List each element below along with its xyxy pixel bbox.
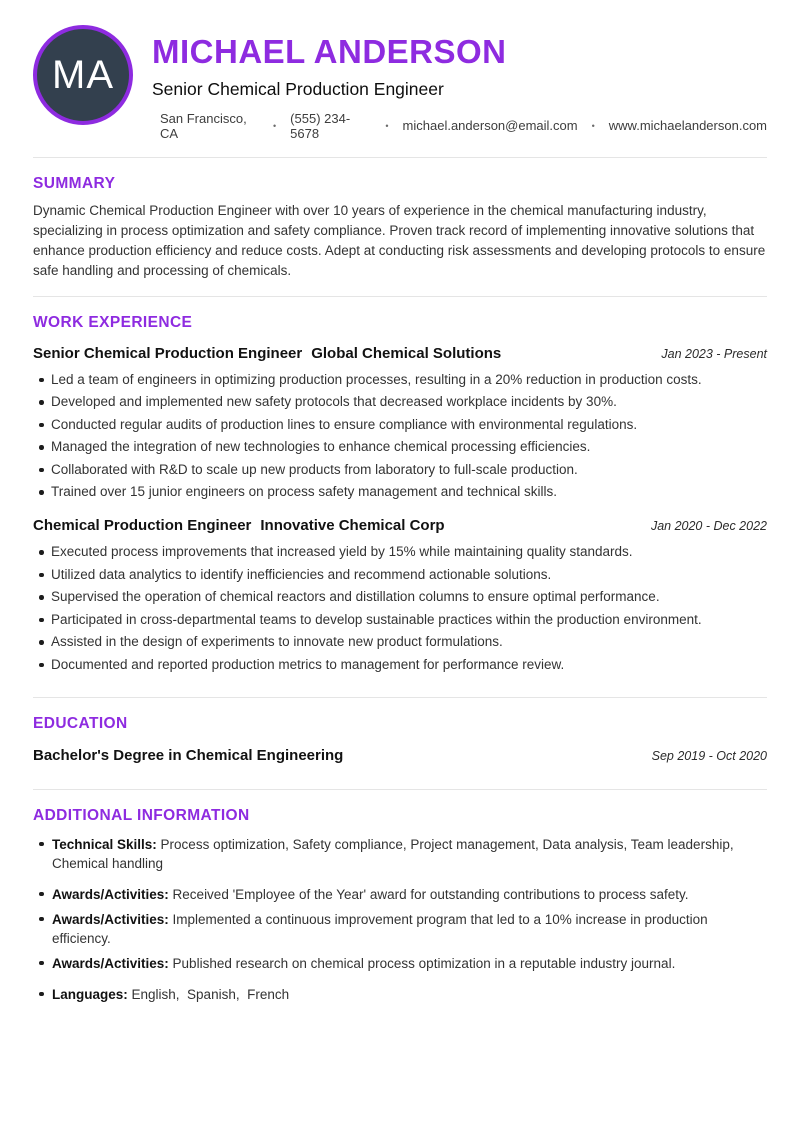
section-divider xyxy=(33,789,767,790)
job-bullet: Trained over 15 junior engineers on process safety management and technical skills. xyxy=(33,482,767,502)
job-bullet: Conducted regular audits of production lines to ensure compliance with environmental regulations. xyxy=(33,415,767,435)
job-title-company xyxy=(33,516,445,535)
avatar xyxy=(33,25,133,125)
job-bullet-list xyxy=(33,370,767,503)
job-bullet: Documented and reported production metrics to management for performance review. xyxy=(33,655,767,675)
job-position: Senior Chemical Production Engineer xyxy=(33,344,303,362)
job-header xyxy=(33,516,767,535)
bullet-separator-icon: • xyxy=(385,120,389,131)
job-bullet: Participated in cross-departmental teams to develop sustainable practices within the production environment. xyxy=(33,610,767,630)
job-bullet: Utilized data analytics to identify inefficiencies and recommend actionable solutions. xyxy=(33,565,767,585)
education-heading: EDUCATION xyxy=(33,714,128,732)
job-company: Innovative Chemical Corp xyxy=(260,517,445,535)
header-divider xyxy=(33,157,767,158)
bullet-separator-icon: • xyxy=(273,120,277,131)
education-dates: Sep 2019 - Oct 2020 xyxy=(651,748,767,763)
additional-item xyxy=(33,885,767,904)
additional-item-label: Awards/Activities: xyxy=(52,911,169,927)
section-work-experience xyxy=(33,314,767,675)
additional-item-label: Awards/Activities: xyxy=(52,886,169,902)
additional-item xyxy=(33,954,767,973)
job-bullet-list xyxy=(33,542,767,675)
job-company: Global Chemical Solutions xyxy=(311,344,502,362)
summary-heading: SUMMARY xyxy=(33,174,116,192)
job-dates: Jan 2020 - Dec 2022 xyxy=(650,519,767,534)
job-bullet: Assisted in the design of experiments to innovate new product formulations. xyxy=(33,632,767,652)
header-text xyxy=(152,25,767,141)
contact-row xyxy=(160,111,767,141)
job-bullet: Developed and implemented new safety protocols that decreased workplace incidents by 30%. xyxy=(33,392,767,412)
education-degree: Bachelor's Degree in Chemical Engineering xyxy=(33,746,344,764)
education-entry xyxy=(33,746,767,765)
contact-location: San Francisco, CA xyxy=(160,110,247,141)
additional-item-label: Technical Skills: xyxy=(52,836,157,852)
additional-item-label: Awards/Activities: xyxy=(52,955,169,971)
section-divider xyxy=(33,296,767,297)
job-title-company xyxy=(33,344,501,363)
additional-item xyxy=(33,985,767,1004)
contact-website: www.michaelanderson.com xyxy=(608,118,767,134)
bullet-separator-icon: • xyxy=(591,120,595,131)
contact-phone: (555) 234-5678 xyxy=(290,110,351,141)
section-summary xyxy=(33,175,767,281)
experience-heading: WORK EXPERIENCE xyxy=(33,313,193,331)
resume-header xyxy=(33,0,767,141)
job-bullet: Executed process improvements that increased yield by 15% while maintaining quality standards. xyxy=(33,542,767,562)
job-bullet: Led a team of engineers in optimizing production processes, resulting in a 20% reduction in production costs. xyxy=(33,370,767,390)
additional-list xyxy=(33,835,767,1004)
candidate-name: MICHAEL ANDERSON xyxy=(152,33,507,70)
candidate-title: Senior Chemical Production Engineer xyxy=(152,78,444,99)
job-bullet: Managed the integration of new technologies to enhance chemical processing efficiencies. xyxy=(33,437,767,457)
additional-heading: ADDITIONAL INFORMATION xyxy=(33,806,250,824)
job-entry xyxy=(33,516,767,675)
job-position: Chemical Production Engineer xyxy=(33,517,252,535)
job-bullet: Supervised the operation of chemical reactors and distillation columns to ensure optimal performance. xyxy=(33,587,767,607)
additional-item-text: Received 'Employee of the Year' award for outstanding contributions to process safety. xyxy=(168,886,689,902)
additional-item-label: Languages: xyxy=(52,986,128,1002)
section-education xyxy=(33,715,767,765)
additional-item-text: Process optimization, Safety compliance, Project management, Data analysis, Team leadership, Chemical handling xyxy=(52,836,738,871)
contact-email: michael.anderson@email.com xyxy=(402,118,578,134)
additional-item xyxy=(33,910,767,948)
job-entry xyxy=(33,344,767,503)
avatar-initials: MA xyxy=(52,52,114,97)
additional-item-text: English, Spanish, French xyxy=(127,986,290,1002)
job-header xyxy=(33,344,767,363)
additional-item-text: Implemented a continuous improvement program that led to a 10% increase in production efficiency. xyxy=(52,911,712,946)
section-divider xyxy=(33,697,767,698)
job-dates: Jan 2023 - Present xyxy=(661,346,767,361)
summary-text: Dynamic Chemical Production Engineer with over 10 years of experience in the chemical manufacturing industry, specializing in process optimization and safety compliance. Proven track record of implementing innovative solutions that enhance production efficiency and reduce costs. Adept at conducting risk assessments and developing protocols to ensure safe handling and processing of chemicals. xyxy=(33,202,766,278)
additional-item xyxy=(33,835,767,873)
section-additional-info xyxy=(33,807,767,1004)
job-bullet: Collaborated with R&D to scale up new products from laboratory to full-scale production. xyxy=(33,460,767,480)
additional-item-text: Published research on chemical process optimization in a reputable industry journal. xyxy=(168,955,676,971)
